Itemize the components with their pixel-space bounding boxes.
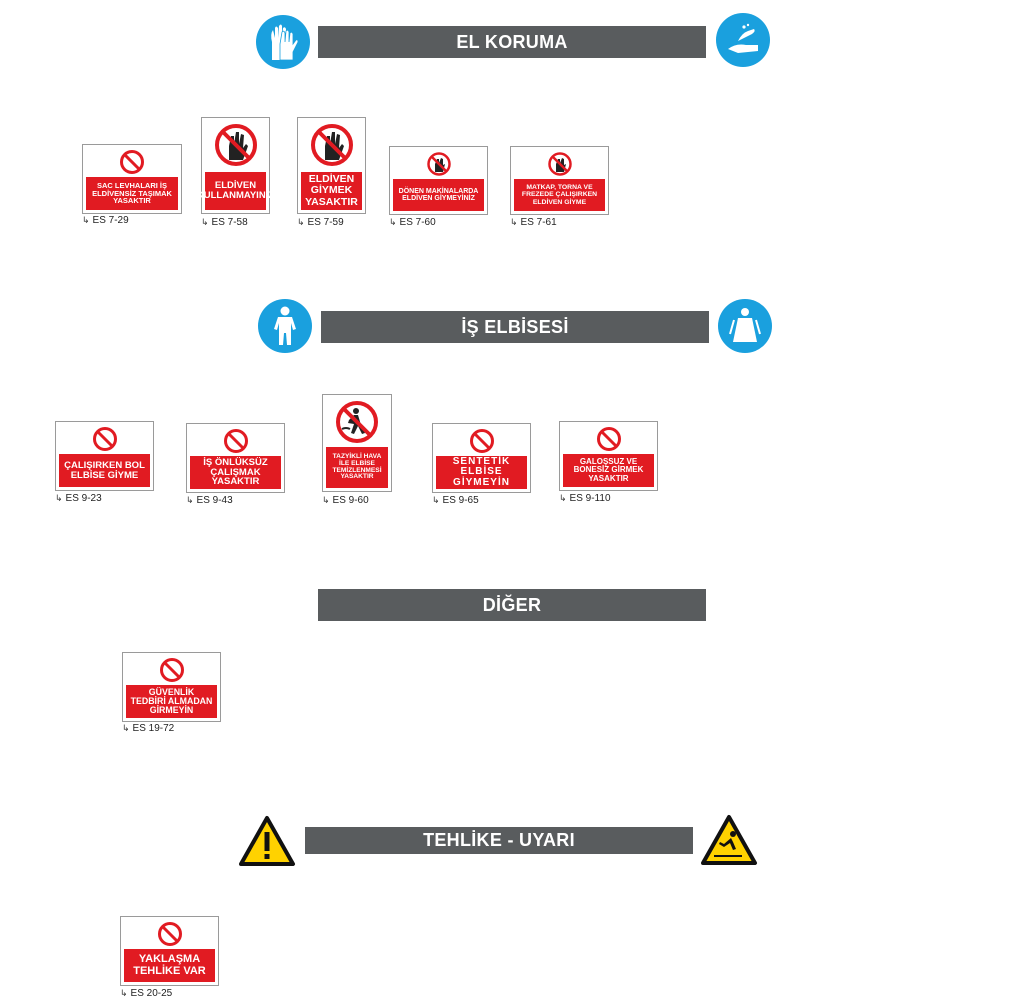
prohibition-icon [159,657,185,683]
sign-code: ↳ ES 20-25 [120,988,173,999]
sign-es7-59 [297,117,366,214]
sign-text: MATKAP, TORNA VE FREZEDE ÇALIŞIRKEN ELDİVEN GİYME [514,179,605,211]
sign-code: ↳ ES 9-60 [322,495,369,506]
prohibition-icon [469,428,495,454]
sign-code-label: ES 7-61 [520,217,557,228]
sign-code-label: ES 7-60 [399,217,436,228]
slip-hazard-icon [700,814,758,866]
section-title-diger: DİĞER [318,589,706,621]
sign-es20-25 [120,916,219,986]
sign-es9-43 [186,423,285,493]
no-gloves-icon [547,151,573,177]
section-title-is-elbisesi: İŞ ELBİSESİ [321,311,709,343]
sign-es9-65 [432,423,531,493]
sign-code: ↳ ES 7-58 [201,217,248,228]
sign-text: GÜVENLİK TEDBİRİ ALMADAN GİRMEYİN [126,685,217,718]
sign-code-label: ES 7-29 [92,215,129,226]
sign-text: ELDİVEN KULLANMAYINIZ [205,172,266,210]
sign-es7-61 [510,146,609,215]
sign-es7-29 [82,144,182,214]
sign-text: İŞ ÖNLÜKSÜZ ÇALIŞMAK YASAKTIR [190,456,281,489]
sign-text: SAC LEVHALARI İŞ ELDİVENSİZ TAŞIMAK YASAKTIR [86,177,178,210]
sign-code-label: ES 20-25 [130,988,173,999]
sign-code-label: ES 7-59 [307,217,344,228]
section-title-tehlike-uyari: TEHLİKE - UYARI [305,827,693,854]
no-gloves-icon [213,122,259,168]
apron-icon [718,299,772,353]
sign-code: ↳ ES 7-61 [510,217,557,228]
gloves-icon [256,15,310,69]
sign-text: YAKLAŞMA TEHLİKE VAR [124,949,215,982]
protective-suit-icon [258,299,312,353]
sign-es7-60 [389,146,488,215]
section-title-el-koruma: EL KORUMA [318,26,706,58]
sign-code-label: ES 19-72 [132,723,175,734]
sign-text: ELDİVEN GİYMEK YASAKTIR [301,172,362,210]
sign-text: TAZYİKLİ HAVA İLE ELBİSE TEMİZLENMESİ YASAKTIR [326,447,388,488]
sign-code: ↳ ES 7-29 [82,215,129,226]
sign-code-label: ES 7-58 [211,217,248,228]
sign-code-label: ES 9-65 [442,495,479,506]
sign-text: ÇALIŞIRKEN BOL ELBİSE GİYME [59,454,150,487]
sign-code: ↳ ES 9-110 [559,493,611,504]
sign-code-label: ES 9-60 [332,495,369,506]
sign-es9-60 [322,394,392,492]
no-gloves-icon [309,122,355,168]
sign-code: ↳ ES 9-43 [186,495,233,506]
no-air-cleaning-icon [334,399,380,445]
prohibition-icon [119,149,145,175]
sign-text: GALOŞSUZ VE BONESİZ GİRMEK YASAKTIR [563,454,654,487]
exclamation-warning-icon [238,815,296,867]
sign-code: ↳ ES 9-23 [55,493,102,504]
sign-es7-58 [196,117,275,214]
sign-text: DÖNEN MAKİNALARDA ELDİVEN GİYMEYİNİZ [393,179,484,211]
no-gloves-icon [426,151,452,177]
hand-wash-icon [716,13,770,67]
sign-text: SENTETİK ELBİSE GİYMEYİN [436,456,527,489]
sign-es9-110 [559,421,658,491]
sign-code-label: ES 9-43 [196,495,233,506]
sign-code: ↳ ES 19-72 [122,723,175,734]
prohibition-icon [92,426,118,452]
sign-code-label: ES 9-23 [65,493,102,504]
sign-es9-23 [55,421,154,491]
prohibition-icon [223,428,249,454]
sign-code-label: ES 9-110 [569,493,611,504]
prohibition-icon [157,921,183,947]
sign-code: ↳ ES 7-59 [297,217,344,228]
sign-code: ↳ ES 9-65 [432,495,479,506]
sign-es19-72 [122,652,221,722]
prohibition-icon [596,426,622,452]
sign-code: ↳ ES 7-60 [389,217,436,228]
